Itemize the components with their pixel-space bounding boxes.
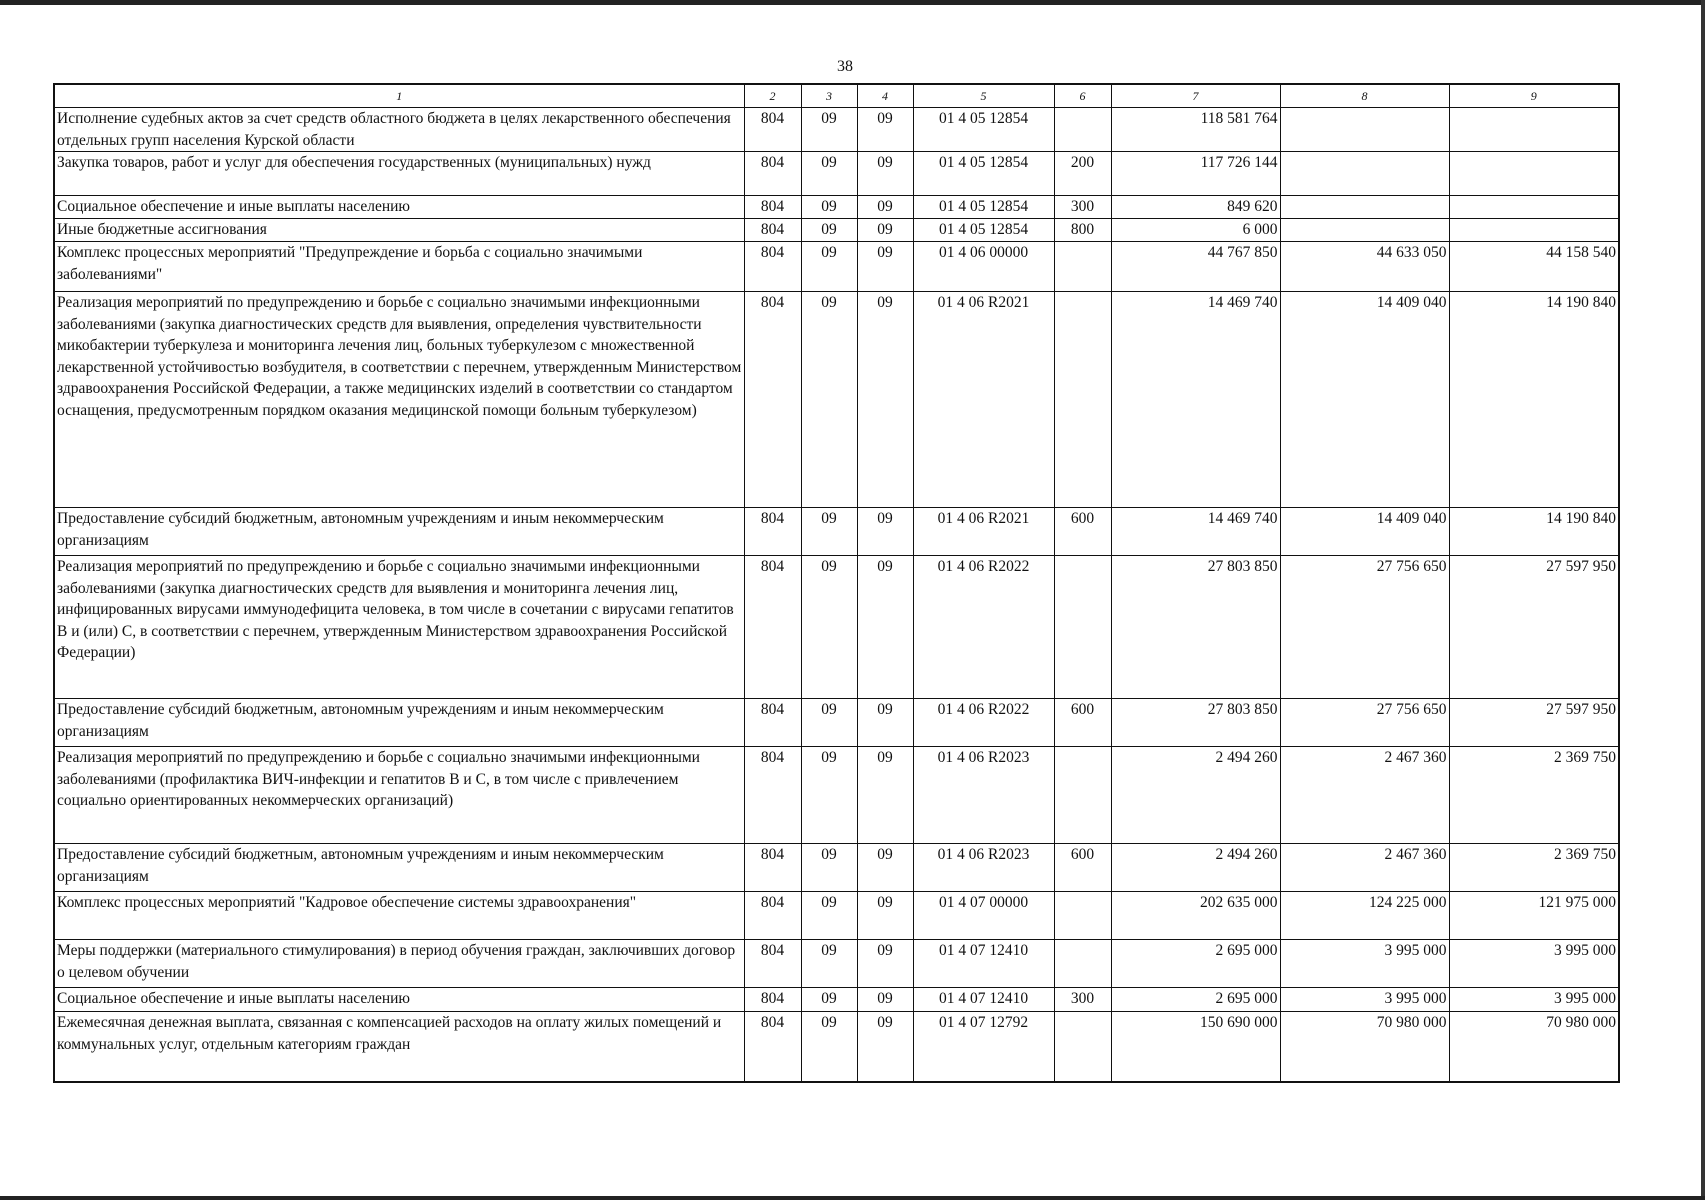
- column-header-2: 2: [744, 84, 801, 108]
- row-ministry-code: 804: [744, 242, 801, 292]
- row-name: Реализация мероприятий по предупреждению и борьбе с социально значимыми инфекционными заболеваниями (закупка диагностических средств для выявления и мониторинга лечения лиц, инфицированных вирусами иммунодефицита человека, в том числе в сочетании с вирусами гепатитов B и (или) C, в соответствии с перечнем, утвержденным Министерством здравоохранения Российской Федерации): [54, 556, 744, 699]
- table-row: [54, 508, 1619, 556]
- row-expense-type: [1054, 892, 1111, 940]
- row-subsection-code: 09: [857, 292, 913, 508]
- row-ministry-code: 804: [744, 219, 801, 242]
- row-ministry-code: 804: [744, 988, 801, 1012]
- scan-edge-top: [0, 0, 1705, 5]
- row-amount-year-1: 2 494 260: [1111, 844, 1280, 892]
- table-row: [54, 1012, 1619, 1082]
- row-amount-year-1: 2 494 260: [1111, 747, 1280, 844]
- row-amount-year-1: 118 581 764: [1111, 108, 1280, 152]
- row-name: Предоставление субсидий бюджетным, автономным учреждениям и иным некоммерческим организациям: [54, 508, 744, 556]
- table-row: [54, 556, 1619, 699]
- row-target-article: 01 4 06 R2023: [913, 747, 1054, 844]
- table-row: [54, 988, 1619, 1012]
- row-target-article: 01 4 05 12854: [913, 108, 1054, 152]
- column-header-3: 3: [801, 84, 857, 108]
- row-expense-type: 800: [1054, 219, 1111, 242]
- row-name: Реализация мероприятий по предупреждению и борьбе с социально значимыми инфекционными заболеваниями (профилактика ВИЧ-инфекции и гепатитов В и С, в том числе с привлечением социально ориентированных некоммерческих организаций): [54, 747, 744, 844]
- row-amount-year-3: 3 995 000: [1449, 988, 1619, 1012]
- row-subsection-code: 09: [857, 988, 913, 1012]
- row-subsection-code: 09: [857, 152, 913, 196]
- row-ministry-code: 804: [744, 747, 801, 844]
- row-expense-type: 300: [1054, 196, 1111, 219]
- row-amount-year-2: 14 409 040: [1280, 292, 1449, 508]
- table-row: [54, 242, 1619, 292]
- row-amount-year-3: 27 597 950: [1449, 556, 1619, 699]
- row-amount-year-1: 27 803 850: [1111, 699, 1280, 747]
- row-subsection-code: 09: [857, 747, 913, 844]
- row-subsection-code: 09: [857, 108, 913, 152]
- row-amount-year-3: [1449, 108, 1619, 152]
- column-header-8: 8: [1280, 84, 1449, 108]
- row-amount-year-3: [1449, 196, 1619, 219]
- table-row: [54, 219, 1619, 242]
- row-section-code: 09: [801, 508, 857, 556]
- row-ministry-code: 804: [744, 108, 801, 152]
- row-amount-year-2: [1280, 152, 1449, 196]
- row-name: Социальное обеспечение и иные выплаты населению: [54, 196, 744, 219]
- table-row: [54, 844, 1619, 892]
- row-ministry-code: 804: [744, 556, 801, 699]
- row-expense-type: 600: [1054, 508, 1111, 556]
- row-ministry-code: 804: [744, 196, 801, 219]
- row-name: Ежемесячная денежная выплата, связанная с компенсацией расходов на оплату жилых помещений и коммунальных услуг, отдельным категориям граждан: [54, 1012, 744, 1082]
- table-row: [54, 108, 1619, 152]
- row-section-code: 09: [801, 747, 857, 844]
- row-amount-year-2: 3 995 000: [1280, 988, 1449, 1012]
- row-subsection-code: 09: [857, 940, 913, 988]
- table-row: [54, 292, 1619, 508]
- row-target-article: 01 4 06 R2021: [913, 508, 1054, 556]
- row-section-code: 09: [801, 844, 857, 892]
- row-ministry-code: 804: [744, 699, 801, 747]
- scan-edge-right: [1701, 0, 1705, 1200]
- column-header-5: 5: [913, 84, 1054, 108]
- row-name: Реализация мероприятий по предупреждению и борьбе с социально значимыми инфекционными заболеваниями (закупка диагностических средств для выявления, определения чувствительности микобактерии туберкулеза и мониторинга лечения лиц, больных туберкулезом с множественной лекарственной устойчивостью возбудителя, в соответствии с перечнем, утвержденным Министерством здравоохранения Российской Федерации, а также медицинских изделий в соответствии со стандартом оснащения, предусмотренным порядком оказания медицинской помощи больным туберкулезом): [54, 292, 744, 508]
- table-row: [54, 699, 1619, 747]
- row-amount-year-2: 14 409 040: [1280, 508, 1449, 556]
- row-section-code: 09: [801, 556, 857, 699]
- row-section-code: 09: [801, 196, 857, 219]
- row-section-code: 09: [801, 292, 857, 508]
- row-name: Комплекс процессных мероприятий "Кадровое обеспечение системы здравоохранения": [54, 892, 744, 940]
- row-amount-year-3: [1449, 219, 1619, 242]
- row-expense-type: 600: [1054, 844, 1111, 892]
- row-target-article: 01 4 07 12410: [913, 940, 1054, 988]
- column-header-6: 6: [1054, 84, 1111, 108]
- row-amount-year-1: 202 635 000: [1111, 892, 1280, 940]
- row-amount-year-3: 14 190 840: [1449, 508, 1619, 556]
- row-amount-year-3: 3 995 000: [1449, 940, 1619, 988]
- row-target-article: 01 4 05 12854: [913, 152, 1054, 196]
- row-amount-year-1: 150 690 000: [1111, 1012, 1280, 1082]
- row-expense-type: [1054, 556, 1111, 699]
- row-ministry-code: 804: [744, 940, 801, 988]
- row-amount-year-3: 14 190 840: [1449, 292, 1619, 508]
- row-name: Исполнение судебных актов за счет средств областного бюджета в целях лекарственного обеспечения отдельных групп населения Курской области: [54, 108, 744, 152]
- row-amount-year-3: [1449, 152, 1619, 196]
- row-ministry-code: 804: [744, 292, 801, 508]
- row-expense-type: [1054, 292, 1111, 508]
- row-name: Комплекс процессных мероприятий "Предупреждение и борьба с социально значимыми заболеваниями": [54, 242, 744, 292]
- row-subsection-code: 09: [857, 508, 913, 556]
- column-header-9: 9: [1449, 84, 1619, 108]
- row-target-article: 01 4 05 12854: [913, 196, 1054, 219]
- row-ministry-code: 804: [744, 892, 801, 940]
- row-subsection-code: 09: [857, 242, 913, 292]
- row-target-article: 01 4 07 12792: [913, 1012, 1054, 1082]
- row-expense-type: 200: [1054, 152, 1111, 196]
- row-amount-year-2: 124 225 000: [1280, 892, 1449, 940]
- row-amount-year-1: 849 620: [1111, 196, 1280, 219]
- row-amount-year-1: 14 469 740: [1111, 292, 1280, 508]
- row-amount-year-2: 27 756 650: [1280, 556, 1449, 699]
- row-name: Предоставление субсидий бюджетным, автономным учреждениям и иным некоммерческим организациям: [54, 699, 744, 747]
- row-section-code: 09: [801, 219, 857, 242]
- row-amount-year-1: 14 469 740: [1111, 508, 1280, 556]
- row-amount-year-2: [1280, 196, 1449, 219]
- row-name: Закупка товаров, работ и услуг для обеспечения государственных (муниципальных) нужд: [54, 152, 744, 196]
- row-name: Иные бюджетные ассигнования: [54, 219, 744, 242]
- row-amount-year-2: 70 980 000: [1280, 1012, 1449, 1082]
- column-header-4: 4: [857, 84, 913, 108]
- row-ministry-code: 804: [744, 508, 801, 556]
- row-amount-year-2: [1280, 108, 1449, 152]
- row-expense-type: [1054, 1012, 1111, 1082]
- row-amount-year-3: 2 369 750: [1449, 747, 1619, 844]
- row-amount-year-2: 2 467 360: [1280, 747, 1449, 844]
- row-section-code: 09: [801, 152, 857, 196]
- row-amount-year-1: 6 000: [1111, 219, 1280, 242]
- column-header-1: 1: [54, 84, 744, 108]
- table-row: [54, 196, 1619, 219]
- row-target-article: 01 4 06 R2021: [913, 292, 1054, 508]
- row-name: Социальное обеспечение и иные выплаты населению: [54, 988, 744, 1012]
- row-amount-year-1: 2 695 000: [1111, 988, 1280, 1012]
- row-subsection-code: 09: [857, 1012, 913, 1082]
- row-amount-year-1: 2 695 000: [1111, 940, 1280, 988]
- row-section-code: 09: [801, 1012, 857, 1082]
- row-subsection-code: 09: [857, 556, 913, 699]
- row-target-article: 01 4 07 00000: [913, 892, 1054, 940]
- row-subsection-code: 09: [857, 219, 913, 242]
- table-row: [54, 747, 1619, 844]
- row-expense-type: 600: [1054, 699, 1111, 747]
- column-header-7: 7: [1111, 84, 1280, 108]
- row-section-code: 09: [801, 892, 857, 940]
- row-subsection-code: 09: [857, 196, 913, 219]
- row-section-code: 09: [801, 988, 857, 1012]
- row-ministry-code: 804: [744, 152, 801, 196]
- row-target-article: 01 4 06 R2022: [913, 699, 1054, 747]
- row-subsection-code: 09: [857, 844, 913, 892]
- row-expense-type: 300: [1054, 988, 1111, 1012]
- row-name: Предоставление субсидий бюджетным, автономным учреждениям и иным некоммерческим организациям: [54, 844, 744, 892]
- row-expense-type: [1054, 108, 1111, 152]
- row-section-code: 09: [801, 699, 857, 747]
- row-amount-year-3: 121 975 000: [1449, 892, 1619, 940]
- row-name: Меры поддержки (материального стимулирования) в период обучения граждан, заключивших договор о целевом обучении: [54, 940, 744, 988]
- row-expense-type: [1054, 940, 1111, 988]
- row-section-code: 09: [801, 940, 857, 988]
- row-amount-year-3: 70 980 000: [1449, 1012, 1619, 1082]
- row-section-code: 09: [801, 108, 857, 152]
- row-target-article: 01 4 05 12854: [913, 219, 1054, 242]
- row-amount-year-3: 2 369 750: [1449, 844, 1619, 892]
- row-subsection-code: 09: [857, 699, 913, 747]
- budget-table: [53, 83, 1620, 1083]
- row-amount-year-3: 44 158 540: [1449, 242, 1619, 292]
- row-amount-year-2: [1280, 219, 1449, 242]
- row-ministry-code: 804: [744, 1012, 801, 1082]
- row-section-code: 09: [801, 242, 857, 292]
- row-amount-year-1: 27 803 850: [1111, 556, 1280, 699]
- row-amount-year-1: 117 726 144: [1111, 152, 1280, 196]
- scan-edge-bottom: [0, 1196, 1705, 1200]
- row-amount-year-3: 27 597 950: [1449, 699, 1619, 747]
- table-row: [54, 152, 1619, 196]
- header-row: [54, 84, 1619, 108]
- row-subsection-code: 09: [857, 892, 913, 940]
- table-row: [54, 940, 1619, 988]
- row-target-article: 01 4 06 R2022: [913, 556, 1054, 699]
- row-target-article: 01 4 06 R2023: [913, 844, 1054, 892]
- row-amount-year-2: 44 633 050: [1280, 242, 1449, 292]
- row-amount-year-2: 3 995 000: [1280, 940, 1449, 988]
- row-target-article: 01 4 06 00000: [913, 242, 1054, 292]
- row-amount-year-2: 2 467 360: [1280, 844, 1449, 892]
- table-row: [54, 892, 1619, 940]
- row-amount-year-2: 27 756 650: [1280, 699, 1449, 747]
- table-body: [54, 108, 1619, 1082]
- row-expense-type: [1054, 747, 1111, 844]
- page-number: 38: [837, 58, 853, 75]
- row-amount-year-1: 44 767 850: [1111, 242, 1280, 292]
- row-ministry-code: 804: [744, 844, 801, 892]
- row-expense-type: [1054, 242, 1111, 292]
- row-target-article: 01 4 07 12410: [913, 988, 1054, 1012]
